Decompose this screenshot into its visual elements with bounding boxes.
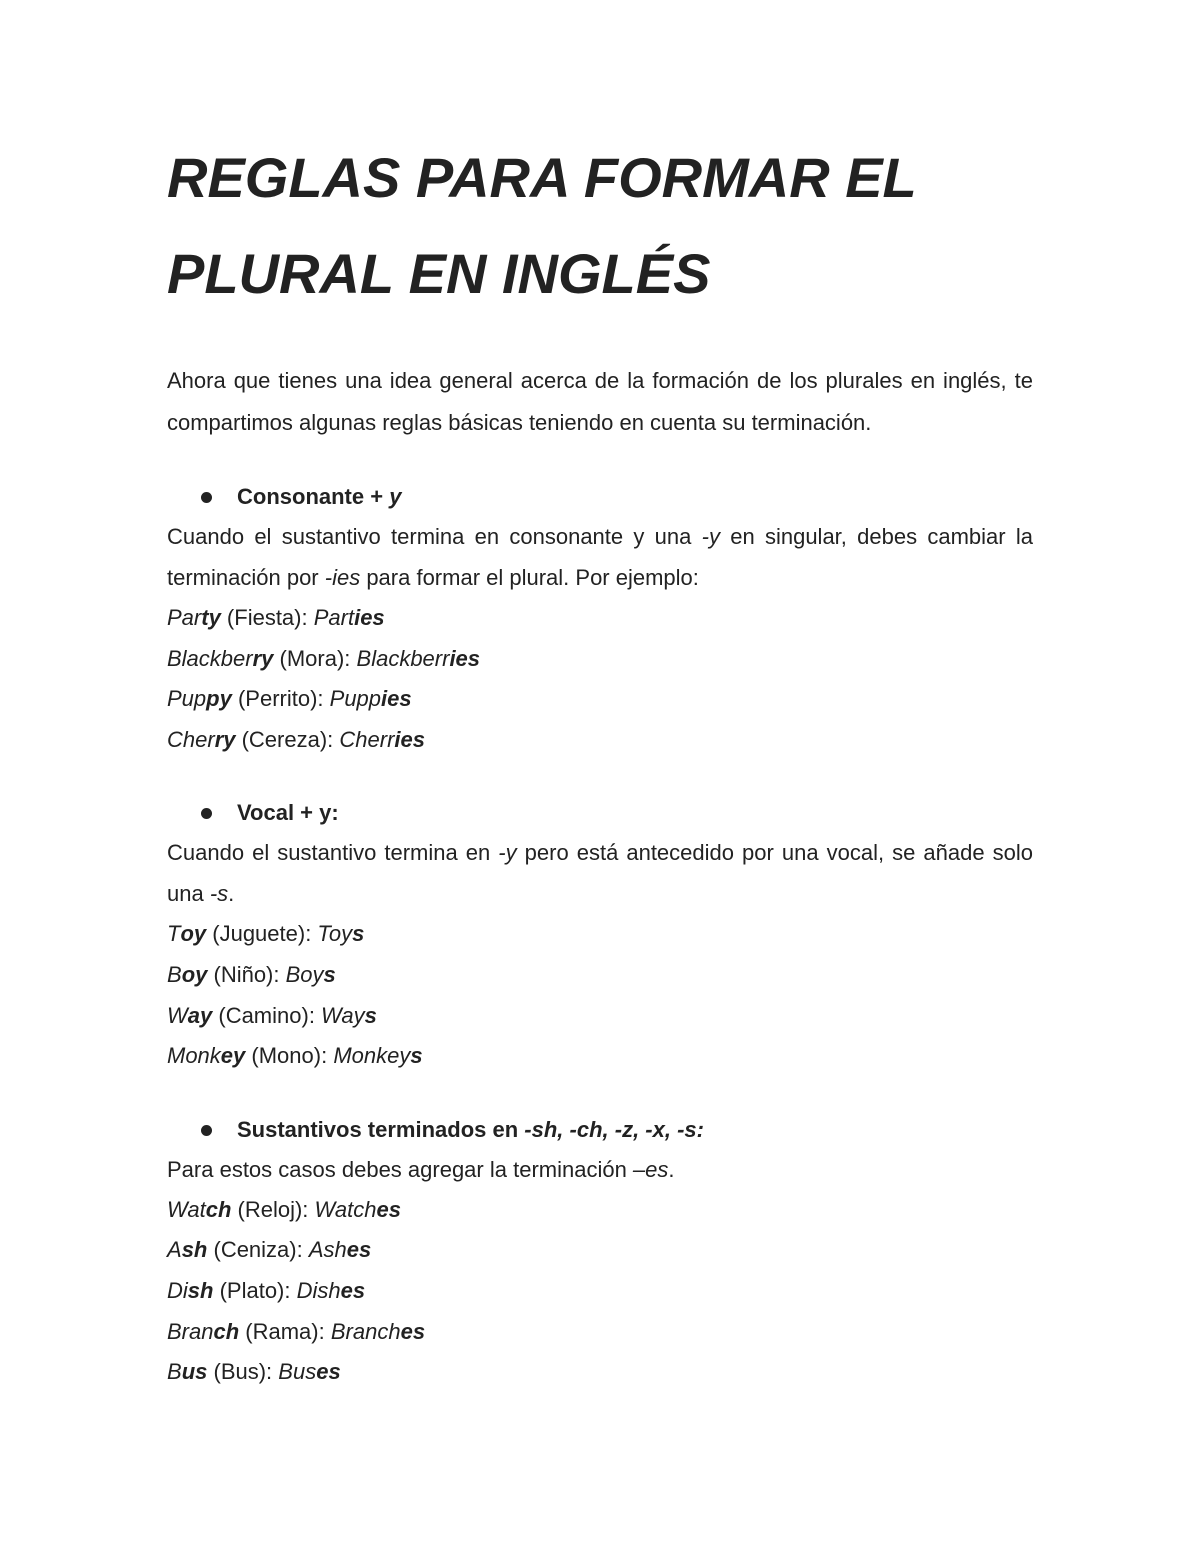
rule-heading-text: Vocal + y: bbox=[237, 800, 339, 826]
plural-stem: Branch bbox=[330, 1318, 401, 1344]
plural-ending: ies bbox=[449, 645, 481, 671]
intro-paragraph: Ahora que tienes una idea general acerca de la formación de los plurales en inglés, te compartimos algunas reglas básicas teniendo en cuenta su terminación. bbox=[167, 368, 1033, 435]
rule-heading bbox=[167, 1111, 1033, 1149]
example-row bbox=[167, 1312, 1033, 1353]
bullet-icon bbox=[201, 808, 212, 819]
title-line-2: PLURAL EN INGLÉS bbox=[167, 242, 711, 305]
rule-heading-text: Consonante + bbox=[237, 484, 390, 509]
singular-ending: ry bbox=[252, 645, 274, 671]
rule-heading bbox=[167, 478, 1033, 516]
description-fragment: -y bbox=[701, 524, 720, 549]
description-fragment: -s bbox=[209, 881, 229, 907]
translation: (Fiesta): bbox=[220, 605, 314, 630]
plural-ending: ies bbox=[394, 726, 426, 752]
translation: (Bus): bbox=[207, 1359, 279, 1385]
example-row bbox=[167, 598, 1033, 639]
rule-heading-suffix: -sh, -ch, -z, -x, -s: bbox=[524, 1116, 704, 1142]
translation: (Perrito): bbox=[231, 686, 330, 712]
singular-ending: ry bbox=[214, 726, 236, 752]
translation: (Rama): bbox=[239, 1318, 331, 1344]
rule-heading-suffix: y bbox=[389, 484, 402, 509]
singular-stem: W bbox=[167, 1002, 188, 1028]
bullet-icon bbox=[201, 492, 212, 503]
translation: (Plato): bbox=[213, 1277, 297, 1303]
translation: (Ceniza): bbox=[207, 1237, 309, 1263]
description-fragment: –es bbox=[632, 1156, 669, 1182]
singular-stem: Par bbox=[167, 605, 202, 630]
singular-stem: Di bbox=[167, 1277, 188, 1303]
plural-stem: Watch bbox=[314, 1196, 377, 1222]
plural-ending: es bbox=[400, 1318, 426, 1344]
translation: (Cereza): bbox=[235, 726, 340, 752]
plural-stem: Ash bbox=[308, 1237, 347, 1263]
plural-stem: Dish bbox=[296, 1277, 341, 1303]
singular-stem: Monk bbox=[167, 1043, 221, 1069]
singular-stem: Pup bbox=[167, 686, 207, 712]
example-row bbox=[167, 996, 1033, 1037]
singular-ending: ch bbox=[205, 1196, 232, 1222]
plural-ending: es bbox=[346, 1237, 372, 1263]
singular-stem: Blackber bbox=[167, 645, 253, 671]
singular-ending: sh bbox=[181, 1237, 208, 1263]
description-fragment: -ies bbox=[324, 565, 361, 590]
plural-ending: ies bbox=[354, 605, 385, 630]
plural-ending: s bbox=[364, 1002, 377, 1028]
description-fragment: Cuando el sustantivo termina en consonante y una bbox=[167, 524, 702, 549]
rule-description bbox=[167, 832, 1033, 914]
plural-stem: Way bbox=[321, 1002, 365, 1028]
rule-heading-text: Sustantivos terminados en bbox=[237, 1116, 525, 1142]
description-fragment: Para estos casos debes agregar la terminación bbox=[167, 1156, 633, 1182]
translation: (Camino): bbox=[212, 1002, 322, 1028]
translation: (Mono): bbox=[245, 1043, 334, 1069]
example-row bbox=[167, 1352, 1033, 1393]
example-row bbox=[167, 1271, 1033, 1312]
example-row bbox=[167, 955, 1033, 996]
translation: (Mora): bbox=[273, 645, 357, 671]
singular-ending: oy bbox=[180, 921, 207, 947]
page-title bbox=[167, 130, 1033, 322]
plural-stem: Cherr bbox=[339, 726, 395, 752]
singular-stem: A bbox=[167, 1237, 182, 1263]
singular-ending: ey bbox=[220, 1043, 246, 1069]
rule-section bbox=[167, 478, 1033, 760]
rule-section bbox=[167, 1111, 1033, 1393]
singular-stem: T bbox=[167, 921, 181, 947]
plural-stem: Toy bbox=[317, 921, 353, 947]
description-fragment: . bbox=[668, 1156, 675, 1182]
singular-stem: Cher bbox=[167, 726, 215, 752]
title-line-1: REGLAS PARA FORMAR EL bbox=[167, 146, 917, 209]
plural-stem: Part bbox=[313, 605, 355, 630]
plural-ending: s bbox=[352, 921, 365, 947]
singular-ending: py bbox=[206, 686, 232, 712]
singular-ending: oy bbox=[181, 961, 208, 987]
singular-ending: ay bbox=[187, 1002, 213, 1028]
plural-ending: s bbox=[323, 961, 336, 987]
description-fragment: para formar el plural. Por ejemplo: bbox=[360, 565, 699, 590]
example-row bbox=[167, 914, 1033, 955]
plural-stem: Monkey bbox=[333, 1043, 411, 1069]
bullet-icon bbox=[201, 1125, 212, 1136]
singular-stem: Bran bbox=[167, 1318, 214, 1344]
singular-ending: ty bbox=[201, 605, 221, 630]
singular-ending: ch bbox=[213, 1318, 240, 1344]
singular-ending: us bbox=[181, 1359, 208, 1385]
description-fragment: -y bbox=[498, 840, 517, 866]
description-fragment: en singular, debes cambiar la terminación por bbox=[167, 524, 1033, 590]
translation: (Niño): bbox=[207, 961, 286, 987]
plural-ending: es bbox=[316, 1359, 341, 1385]
plural-ending: s bbox=[410, 1043, 423, 1069]
plural-stem: Pupp bbox=[329, 686, 382, 712]
description-fragment: pero está antecedido por una vocal, se añade solo una bbox=[167, 840, 1033, 907]
example-row bbox=[167, 720, 1033, 761]
example-row bbox=[167, 1230, 1033, 1271]
singular-ending: sh bbox=[187, 1277, 214, 1303]
translation: (Juguete): bbox=[206, 921, 318, 947]
plural-stem: Blackberr bbox=[356, 645, 450, 671]
rule-heading bbox=[167, 794, 1033, 832]
example-row bbox=[167, 1036, 1033, 1077]
description-fragment: Cuando el sustantivo termina en bbox=[167, 840, 499, 866]
rules-list bbox=[167, 478, 1033, 1393]
plural-stem: Boy bbox=[285, 961, 324, 987]
singular-stem: Wat bbox=[167, 1196, 206, 1222]
translation: (Reloj): bbox=[231, 1196, 315, 1222]
plural-ending: es bbox=[376, 1196, 401, 1222]
rule-section bbox=[167, 794, 1033, 1076]
singular-stem: B bbox=[167, 961, 182, 987]
example-row bbox=[167, 1190, 1033, 1231]
example-row bbox=[167, 679, 1033, 720]
example-row bbox=[167, 639, 1033, 680]
plural-ending: es bbox=[340, 1277, 366, 1303]
plural-ending: ies bbox=[381, 686, 412, 712]
singular-stem: B bbox=[167, 1359, 182, 1385]
rule-description bbox=[167, 1149, 1033, 1190]
description-fragment: . bbox=[228, 881, 235, 907]
rule-description bbox=[167, 516, 1033, 598]
document-page bbox=[167, 130, 1033, 1393]
plural-stem: Bus bbox=[278, 1359, 317, 1385]
